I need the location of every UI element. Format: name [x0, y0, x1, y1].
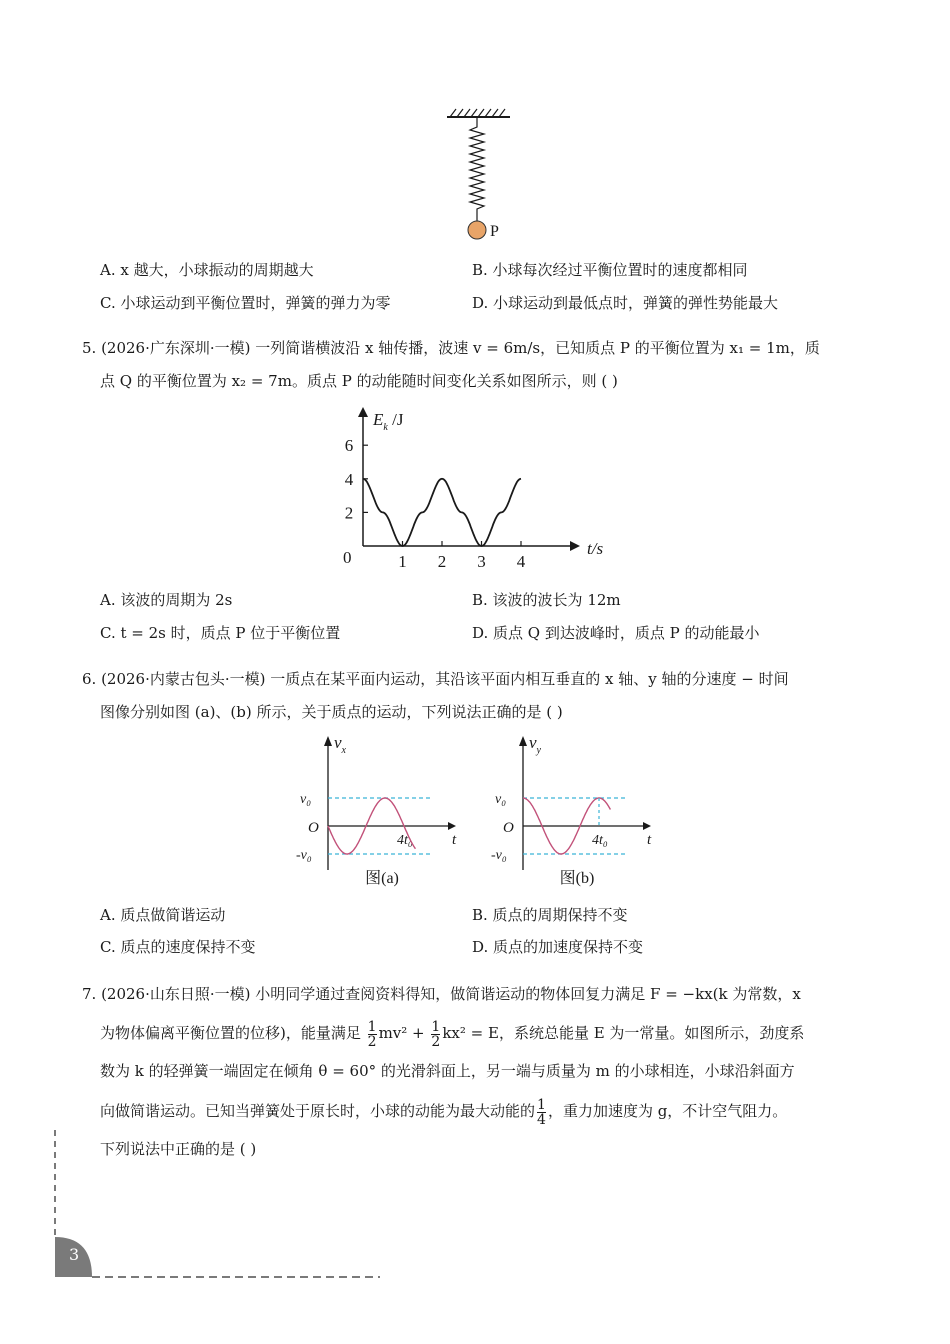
frac-num: 1	[367, 1018, 377, 1035]
x-tick-label: 4t₀	[592, 833, 608, 848]
origin-label: O	[503, 820, 514, 836]
q4-option-d: D. 小球运动到最低点时，弹簧的弹性势能最大	[472, 294, 779, 312]
q5-option-c: C. t = 2s 时，质点 P 位于平衡位置	[100, 624, 341, 642]
vy-time-chart	[485, 730, 665, 890]
y-tick-label: v₀	[300, 792, 312, 807]
frac-num: 1	[537, 1096, 546, 1113]
q7-stem-line1: 7. (2026·山东日照·一模) 小明同学通过查阅资料得知，做简谐运动的物体回复力满足 F = −kx(k 为常数，x	[82, 985, 801, 1003]
x-axis-arrow	[570, 541, 580, 551]
page-number: 3	[69, 1245, 80, 1264]
y-tick-label: 2	[344, 503, 354, 523]
y-axis-label: $v_y$	[529, 733, 541, 756]
y-tick-label: 4	[344, 469, 354, 489]
q6-option-c: C. 质点的速度保持不变	[100, 938, 256, 956]
figure-caption: 图(b)	[559, 870, 595, 887]
x-tick-label: 4t₀	[397, 833, 413, 848]
x-tick-label: 1	[398, 552, 407, 571]
q7-line2-mv: mv² +	[378, 1024, 425, 1042]
x-axis-arrow	[448, 822, 456, 830]
y-axis-arrow	[324, 736, 332, 746]
q5-option-d: D. 质点 Q 到达波峰时，质点 P 的动能最小	[472, 624, 760, 642]
q5-option-b: B. 该波的波长为 12m	[472, 591, 621, 609]
y-tick-label: -v₀	[491, 848, 507, 863]
q7-stem-line3: 数为 k 的轻弹簧一端固定在倾角 θ = 60° 的光滑斜面上，另一端与质量为 m 的小球相连，小球沿斜面方	[100, 1062, 795, 1080]
frac-num: 1	[431, 1018, 441, 1035]
vx-time-chart	[290, 730, 470, 890]
q6-option-b: B. 质点的周期保持不变	[472, 906, 628, 924]
x-tick-label: 3	[477, 552, 486, 571]
ball-P	[468, 221, 486, 239]
ek-curve	[363, 479, 521, 546]
y-axis-label: $v_x$	[334, 733, 346, 756]
q7-line4-pre: 向做简谐运动。已知当弹簧处于原长时，小球的动能为最大动能的	[100, 1102, 536, 1120]
x-tick-label: 4	[516, 552, 526, 571]
spring-figure	[430, 105, 530, 245]
y-tick-label: v₀	[495, 792, 507, 807]
q5-stem-line1: 5. (2026·广东深圳·一模) 一列简谐横波沿 x 轴传播，波速 v = 6m/s，已知质点 P 的平衡位置为 x₁ = 1m，质	[82, 339, 820, 357]
q6-option-a: A. 质点做简谐运动	[100, 906, 226, 924]
q5-stem-line2: 点 Q 的平衡位置为 x₂ = 7m。质点 P 的动能随时间变化关系如图所示，则 ( )	[100, 372, 618, 390]
q6-option-d: D. 质点的加速度保持不变	[472, 938, 644, 956]
q6-stem-line2: 图像分别如图 (a)、(b) 所示，关于质点的运动，下列说法正确的是 ( )	[100, 703, 563, 721]
q4-option-c: C. 小球运动到平衡位置时，弹簧的弹力为零	[100, 294, 391, 312]
origin-label: O	[308, 820, 319, 836]
figure-label-P: P	[490, 223, 499, 240]
q7-fraction-half-1	[368, 1020, 377, 1049]
q7-line2-pre: 为物体偏离平衡位置的位移)，能量满足	[100, 1024, 361, 1042]
q7-fraction-half-2	[431, 1020, 440, 1049]
frac-den: 4	[537, 1111, 546, 1128]
x-axis-label: t/s	[587, 539, 604, 558]
q5-option-a: A. 该波的周期为 2s	[100, 591, 233, 609]
page-corner-frame	[40, 1125, 400, 1285]
frac-den: 2	[367, 1033, 377, 1050]
origin-tick-label: 0	[343, 548, 352, 567]
y-axis-arrow	[519, 736, 527, 746]
x-axis-label: t	[452, 832, 457, 848]
q4-option-b: B. 小球每次经过平衡位置时的速度都相同	[472, 261, 748, 279]
q7-line4-post: ，重力加速度为 g，不计空气阻力。	[547, 1102, 788, 1120]
x-axis-arrow	[643, 822, 651, 830]
figure-caption: 图(a)	[365, 870, 399, 887]
y-axis-arrow	[358, 407, 368, 417]
q4-option-a: A. x 越大，小球振动的周期越大	[100, 261, 314, 279]
q7-stem-line2	[100, 1016, 804, 1050]
q6-stem-line1: 6. (2026·内蒙古包头·一模) 一质点在某平面内运动，其沿该平面内相互垂直的 x 轴、y 轴的分速度 − 时间	[82, 670, 789, 688]
x-tick-label: 2	[437, 552, 447, 571]
q7-stem-line4	[100, 1094, 787, 1128]
y-tick-label: 6	[344, 436, 354, 456]
ek-time-chart	[330, 405, 604, 575]
q7-line2-kx: kx² = E，系统总能量 E 为一常量。如图所示，劲度系	[442, 1024, 805, 1042]
q7-stem-line5: 下列说法中正确的是 ( )	[100, 1140, 257, 1158]
y-axis-label: $E_k$ /J	[373, 410, 404, 433]
x-axis-label: t	[647, 832, 652, 848]
q7-fraction-quarter	[537, 1098, 546, 1127]
frac-den: 2	[431, 1033, 441, 1050]
y-tick-label: -v₀	[296, 848, 312, 863]
